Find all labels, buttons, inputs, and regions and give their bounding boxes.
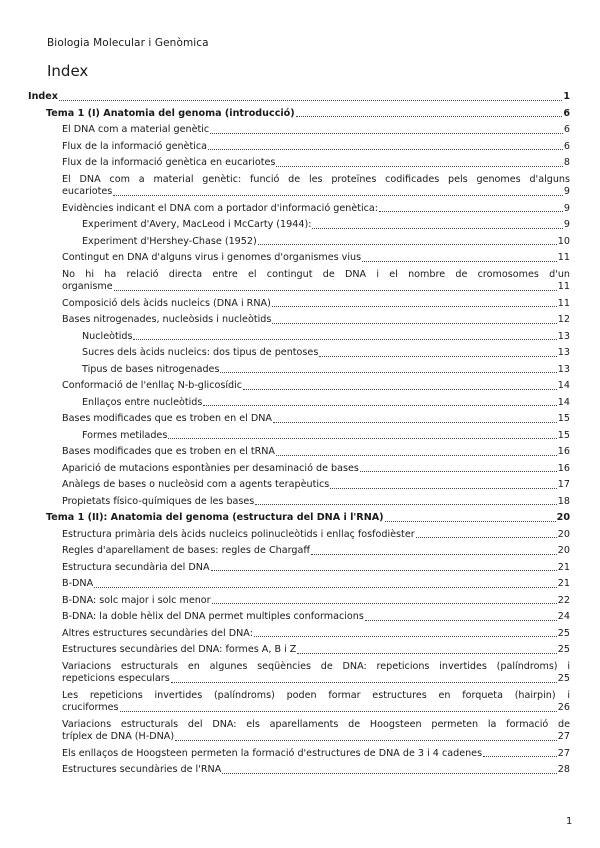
toc-entry[interactable] — [82, 215, 570, 232]
toc-entry[interactable] — [62, 760, 570, 777]
toc-page-number: 24 — [557, 611, 570, 622]
toc-entry-text: Evidències indicant el DNA com a portador d'informació genètica: — [62, 202, 379, 214]
dot-leader — [296, 116, 563, 117]
toc-page-number: 25 — [557, 673, 570, 684]
dot-leader — [416, 537, 557, 538]
dot-leader — [276, 455, 557, 456]
toc-entry[interactable] — [62, 492, 570, 509]
dot-leader — [258, 244, 557, 245]
toc-entry-text: Regles d'aparellament de bases: regles de Chargaff — [62, 545, 310, 556]
toc-entry[interactable] — [28, 86, 570, 104]
dot-leader — [272, 306, 557, 307]
toc-entry-text: tríplex de DNA (H-DNA) — [62, 731, 175, 742]
toc-entry[interactable] — [62, 137, 570, 154]
dot-leader — [319, 356, 556, 357]
toc-page-number: 20 — [557, 528, 570, 540]
toc-entry-text: Propietats físico-químiques de les bases — [62, 495, 255, 507]
toc-entry[interactable] — [62, 199, 570, 216]
toc-page-number: 9 — [563, 219, 570, 230]
dot-leader — [276, 166, 562, 167]
dot-leader — [385, 521, 556, 522]
index-title: Index — [47, 62, 89, 80]
dot-leader — [365, 620, 557, 621]
dot-leader — [94, 587, 557, 588]
toc-page-number: 13 — [557, 363, 570, 375]
toc-page-number: 1 — [563, 91, 570, 102]
toc-entry-text: eucariotes — [62, 186, 113, 197]
toc-page-number: 6 — [563, 107, 570, 119]
toc-page-number: 6 — [563, 140, 570, 152]
toc-page-number: 15 — [557, 429, 570, 441]
toc-entry-text: Bases modificades que es troben en el tRNA — [62, 446, 275, 457]
toc-entry[interactable] — [62, 525, 570, 542]
toc-page-number: 14 — [557, 380, 570, 391]
dot-leader — [297, 653, 556, 654]
toc-entry-text: Les repeticions invertides (palíndroms) poden formar estructures en forqueta (hairpin) i — [62, 689, 570, 701]
toc-entry-text: Conformació de l'enllaç N-b-glicosídic — [62, 380, 243, 391]
toc-page-number: 12 — [557, 314, 570, 325]
toc-page-number: 17 — [557, 479, 570, 490]
toc-entry[interactable] — [62, 265, 570, 294]
dot-leader — [311, 554, 557, 555]
toc-entry-text: Anàlegs de bases o nucleòsid com a agents terapèutics — [62, 479, 330, 490]
toc-entry[interactable] — [62, 170, 570, 199]
toc-entry-text: Variacions estructurals en algunes seqüències de DNA: repeticions invertides (palíndroms) i — [62, 660, 570, 672]
toc-page-number: 13 — [557, 347, 570, 358]
dot-leader — [59, 100, 562, 101]
toc-entry-text: Enllaços entre nucleòtids — [82, 396, 203, 408]
toc-entry[interactable] — [62, 153, 570, 170]
toc-entry-text: Contingut en DNA d'alguns virus i genomes d'organismes vius — [62, 252, 362, 263]
toc-entry[interactable] — [62, 744, 570, 761]
dot-leader — [175, 740, 557, 741]
toc-page-number: 11 — [557, 297, 570, 309]
toc-entry[interactable] — [62, 459, 570, 476]
page-number: 1 — [566, 816, 573, 827]
toc-entry-text: B-DNA: la doble hèlix del DNA permet multiples conformacions — [62, 611, 364, 622]
toc-entry-text: Aparició de mutacions espontànies per desaminació de bases — [62, 462, 359, 474]
document-header: Biologia Molecular i Genòmica — [47, 37, 209, 49]
toc-entry-text: Formes metilades — [82, 429, 168, 441]
toc-entry-text: Tipus de bases nitrogenades — [82, 363, 220, 375]
toc-entry-text: Estructures secundàries de l'RNA — [62, 764, 222, 775]
toc-entry[interactable] — [62, 640, 570, 657]
toc-entry[interactable] — [62, 607, 570, 624]
toc-entry[interactable] — [62, 591, 570, 608]
toc-page-number: 21 — [557, 561, 570, 573]
dot-leader — [255, 504, 556, 505]
toc-entry[interactable] — [62, 120, 570, 137]
dot-leader — [243, 389, 557, 390]
toc-entry-text: Index — [28, 91, 58, 102]
toc-page-number: 8 — [563, 157, 570, 168]
toc-entry-text: Estructura primària dels àcids nucleics polinucleòtids i enllaç fosfodièster — [62, 528, 415, 540]
toc-page-number: 18 — [557, 495, 570, 507]
toc-entry-text: B-DNA: solc major i solc menor — [62, 594, 211, 606]
toc-page-number: 14 — [557, 396, 570, 408]
toc-entry[interactable] — [62, 409, 570, 426]
dot-leader — [113, 195, 563, 196]
dot-leader — [483, 756, 557, 757]
toc-entry[interactable] — [62, 442, 570, 459]
toc-entry[interactable] — [62, 574, 570, 591]
toc-entry[interactable] — [62, 310, 570, 327]
toc-entry-text: organisme — [62, 281, 113, 292]
toc-entry[interactable] — [82, 426, 570, 443]
dot-leader — [379, 211, 563, 212]
dot-leader — [220, 372, 556, 373]
toc-entry[interactable] — [82, 393, 570, 410]
toc-page-number: 21 — [557, 578, 570, 589]
dot-leader — [211, 570, 557, 571]
dot-leader — [312, 228, 562, 229]
toc-entry-text: El DNA com a material genètic — [62, 124, 210, 135]
toc-entry-text: repeticions especulars — [62, 673, 170, 684]
toc-page-number: 20 — [557, 545, 570, 556]
toc-entry-text: Estructura secundària del DNA — [62, 561, 210, 573]
toc-entry-text: Tema 1 (II): Anatomia del genoma (estructura del DNA i l'RNA) — [46, 512, 384, 523]
toc-entry-text: Experiment d'Avery, MacLeod i McCarty (1944): — [82, 219, 312, 230]
dot-leader — [120, 711, 557, 712]
toc-entry-text: El DNA com a material genètic: funció de les proteïnes codificades pels genomes d'alguns — [62, 173, 570, 185]
toc-entry[interactable] — [82, 232, 570, 249]
dot-leader — [330, 488, 557, 489]
toc-entry-text: Flux de la informació genètica en eucariotes — [62, 157, 276, 168]
toc-entry[interactable] — [62, 686, 570, 715]
toc-page-number: 9 — [563, 202, 570, 214]
dot-leader — [222, 773, 557, 774]
dot-leader — [114, 290, 557, 291]
toc-entry-text: Estructures secundàries del DNA: formes A, B i Z — [62, 644, 297, 655]
toc-page-number: 6 — [563, 124, 570, 135]
toc-entry[interactable] — [46, 508, 570, 525]
dot-leader — [212, 603, 557, 604]
dot-leader — [210, 133, 563, 134]
toc-entry[interactable] — [82, 327, 570, 344]
toc-entry[interactable] — [62, 294, 570, 311]
toc-page-number: 25 — [557, 627, 570, 639]
toc-entry-text: Els enllaços de Hoogsteen permeten la formació d'estructures de DNA de 3 i 4 cadenes — [62, 747, 483, 759]
toc-page-number: 11 — [557, 252, 570, 263]
toc-page-number: 20 — [556, 512, 570, 523]
toc-entry-text: cruciformes — [62, 702, 119, 713]
dot-leader — [272, 323, 556, 324]
toc-entry[interactable] — [46, 104, 570, 121]
dot-leader — [203, 405, 556, 406]
toc-entry-text: Flux de la informació genètica — [62, 140, 208, 152]
dot-leader — [254, 636, 557, 637]
toc-entry[interactable] — [62, 657, 570, 686]
toc-page-number: 26 — [557, 702, 570, 713]
toc-page-number: 22 — [557, 594, 570, 606]
toc-entry[interactable] — [62, 624, 570, 641]
toc-page-number: 13 — [557, 330, 570, 342]
toc-entry[interactable] — [62, 558, 570, 575]
toc-page-number: 10 — [557, 235, 570, 247]
toc-page-number: 27 — [557, 747, 570, 759]
toc-entry-text: No hi ha relació directa entre el contingut de DNA i el nombre de cromosomes d'un — [62, 268, 570, 280]
dot-leader — [362, 261, 557, 262]
dot-leader — [133, 339, 556, 340]
toc-entry[interactable] — [62, 715, 570, 744]
toc-entry-text: Experiment d'Hershey-Chase (1952) — [82, 235, 257, 247]
toc-page-number: 11 — [557, 281, 570, 292]
toc-entry-text: Bases nitrogenades, nucleòsids i nucleòtids — [62, 314, 272, 325]
toc-entry[interactable] — [82, 360, 570, 377]
toc-entry[interactable] — [62, 541, 570, 558]
toc-entry-text: Variacions estructurals del DNA: els aparellaments de Hoogsteen permeten la formació de — [62, 718, 570, 730]
toc-entry-text: Nucleòtids — [82, 330, 133, 342]
toc-entry[interactable] — [62, 248, 570, 265]
dot-leader — [171, 682, 557, 683]
dot-leader — [208, 149, 563, 150]
dot-leader — [168, 438, 556, 439]
toc-page-number: 27 — [557, 731, 570, 742]
toc-entry-text: Tema 1 (I) Anatomia del genoma (introducció) — [46, 107, 295, 119]
toc-entry[interactable] — [62, 376, 570, 393]
toc-page-number: 9 — [563, 186, 570, 197]
toc-entry-text: Sucres dels àcids nucleics: dos tipus de pentoses — [82, 347, 319, 358]
toc-entry-text: B-DNA — [62, 578, 94, 589]
toc-page-number: 28 — [557, 764, 570, 775]
toc-page-number: 16 — [557, 446, 570, 457]
toc-page-number: 25 — [557, 644, 570, 655]
toc-entry[interactable] — [62, 475, 570, 492]
toc-entry[interactable] — [82, 343, 570, 360]
toc-entry-text: Altres estructures secundàries del DNA: — [62, 627, 253, 639]
toc-page-number: 15 — [557, 413, 570, 424]
toc-entry-text: Bases modificades que es troben en el DNA — [62, 413, 272, 424]
toc-page-number: 16 — [557, 462, 570, 474]
dot-leader — [273, 422, 557, 423]
dot-leader — [360, 471, 557, 472]
table-of-contents — [28, 86, 570, 777]
toc-entry-text: Composició dels àcids nucleics (DNA i RNA) — [62, 297, 271, 309]
